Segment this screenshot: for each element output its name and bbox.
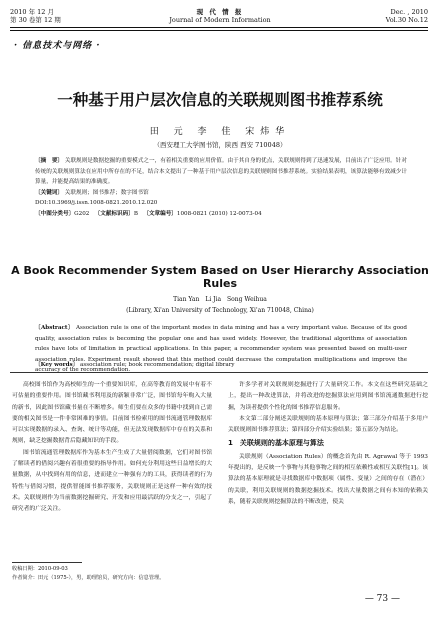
article-id-label: 〔文章编号〕 — [143, 210, 177, 217]
journal-date-en — [386, 8, 428, 24]
authors-en: Tian Yan Li Jia Song Weihua — [173, 296, 267, 303]
abstract-en-label: 〔Abstract〕 — [35, 325, 74, 331]
keywords-cn-label: 〔关键词〕 — [35, 189, 63, 196]
abstract-separator — [10, 372, 428, 373]
article-title-cn: 一种基于用户层次信息的关联规则图书推荐系统 — [57, 91, 383, 109]
body-column-left — [12, 380, 212, 516]
keywords-cn-text: 关联规则；图书推荐；数字图书馆 — [64, 189, 149, 196]
doi: DOI:10.3969/j.issn.1008-0821.2010.12.020 — [35, 200, 158, 206]
abstract-cn-text: 关联规则是数据挖掘的重要模式之一，有着相关重要的应用价值。由于其自身的优点，关联规则得到了迅速发展，目前出了广泛应用。针对传统的关联规则算法在应用中所存在的不足，结合本文提出了一种基于用户层次信息的关联规则图书推荐系统。实验结果表明，该算法能够有效减少计算量，并能提高结果的准确度。 — [35, 158, 407, 185]
affiliation-en: (Library, Xi'an University of Technology, Xi'an 710048, China) — [126, 307, 314, 314]
footnote — [12, 565, 212, 583]
authors-cn: 田 元 李 佳 宋炜华 — [149, 127, 291, 137]
article-id-value: 1008-0821 (2010) 12-0073-04 — [176, 210, 262, 217]
abstract-cn-label: 〔摘 要〕 — [35, 158, 64, 164]
keywords-en-label: 〔Key words〕 — [35, 362, 79, 368]
classification-line — [35, 209, 407, 220]
affiliation-cn: （西安理工大学图书馆，陕西 西安 710048） — [153, 141, 287, 149]
body-paragraph: 许多学者对关联规则挖掘进行了大量研究工作。本文在这些研究基础之上，提出一种改进算法，并将改进的挖掘算法应用到图书馆流通数据进行挖掘，为读者提供个性化的图书推荐信息服务。 — [228, 382, 428, 411]
header-volume-cn: 第 30 卷第 12 期 — [10, 16, 61, 24]
journal-name-en: Journal of Modern Information — [169, 16, 271, 24]
header-month-en: Dec. , 2010 — [390, 8, 428, 16]
body-paragraph: 关联规则（Association Rules）的概念首先由 R. Agrawal 等于 1993 年提出的，是反映一个事物与其他事物之间的相互依赖性或相互关联性[1]。该算法的基本原理就是寻找数据库中数据项（属性、变量）之间的存在（潜在）的关联，利用关联规则的数据挖掘技术。找出大量数据之间有本知的依赖关系，随着关联规则挖掘算法的不断改进，使关 — [228, 453, 428, 505]
abstract-cn-body — [35, 156, 407, 188]
body-paragraph: 高校图书馆作为高校师生的一个重要知识库，在高等教育的发展中有着不可估量的重要作用。图书馆藏书利用及的新颖非常广泛，图书馆每年购入大量的新书，因此图书馆藏书量在不断增多。师生们要在众多的书籍中找到自己需要的相关图书是一件非常困难的事情。目前图书检索用的图书流通管理数据库可以实现数据的录入、查询、统计等功能，但无法发现数据库中存在的关系和规则，缺乏挖掘数据背后隐藏知识的手段。 — [12, 382, 212, 445]
footnote-rule — [12, 562, 82, 563]
header-volume-en: Vol.30 No.12 — [385, 16, 428, 24]
journal-name-cn: 现 代 情 报 — [196, 8, 244, 16]
header-rule-thin — [10, 30, 428, 31]
section-label: · 信息技术与网络 · — [14, 41, 101, 51]
abstract-cn — [35, 156, 407, 219]
clc-label: 〔中图分类号〕 — [35, 210, 75, 217]
keywords-en — [35, 360, 407, 371]
page-number: — 73 — — [364, 594, 400, 604]
author-bio: 作者简介：田元（1975-），男，助理馆员，研究方向：信息管理。 — [12, 575, 165, 581]
article-title-en: A Book Recommender System Based on User Hierarchy Association Rules — [11, 264, 429, 290]
header-date: 2010 年 12 月 — [10, 8, 55, 16]
body-column-right — [228, 380, 428, 508]
body-paragraph: 本文第二部分阐述关联规则的基本原理与算法；第三部分介绍基于多用户关联规则图书推荐算法；第四部分介绍实验结果；第五部分为结论。 — [228, 415, 428, 434]
header-rule — [10, 27, 428, 28]
body-paragraph: 图书馆流通管理数据库作为基本生产生成了大量借阅数据，它们对图书馆了解读者的借阅兴趣有着很重要的指导作用。如何充分利用这些日益增长的大量数据，从中找到有用的信息，进而建立一种强有力的工具，获得读者的行为特性与借阅习惯，提供智能图书推荐服务，关联规则正是这样一种有效的技术。关联规则作为当前数据挖掘研究、开发和应用最活跃的分支之一，引起了研究者的广泛关注。 — [12, 449, 212, 513]
code-label: 〔文献标识码〕 — [94, 210, 134, 217]
code-value: B — [133, 210, 138, 217]
section-heading-1: 1 关联规则的基本原理与算法 — [228, 439, 324, 448]
received-date: 收稿日期：2010-09-03 — [12, 566, 68, 572]
abstract-en-text: Association rule is one of the important modes in data mining and has a very important value. Because of its good quality, association rules is becoming the popular one and has used widely. However, the traditional algorithms of association rules have lots of limitation in practical applications. In this paper, a recommender system was presented based on multi-user association rules. Experiment result showed that this method could decrease the computation multiplications and improve the accuracy of the recommendation. — [35, 325, 408, 373]
keywords-cn — [35, 188, 407, 199]
clc-value: G202 — [74, 210, 90, 217]
journal-name — [0, 8, 440, 24]
keywords-en-text: association rule; book recommendation; digital library — [80, 362, 235, 368]
